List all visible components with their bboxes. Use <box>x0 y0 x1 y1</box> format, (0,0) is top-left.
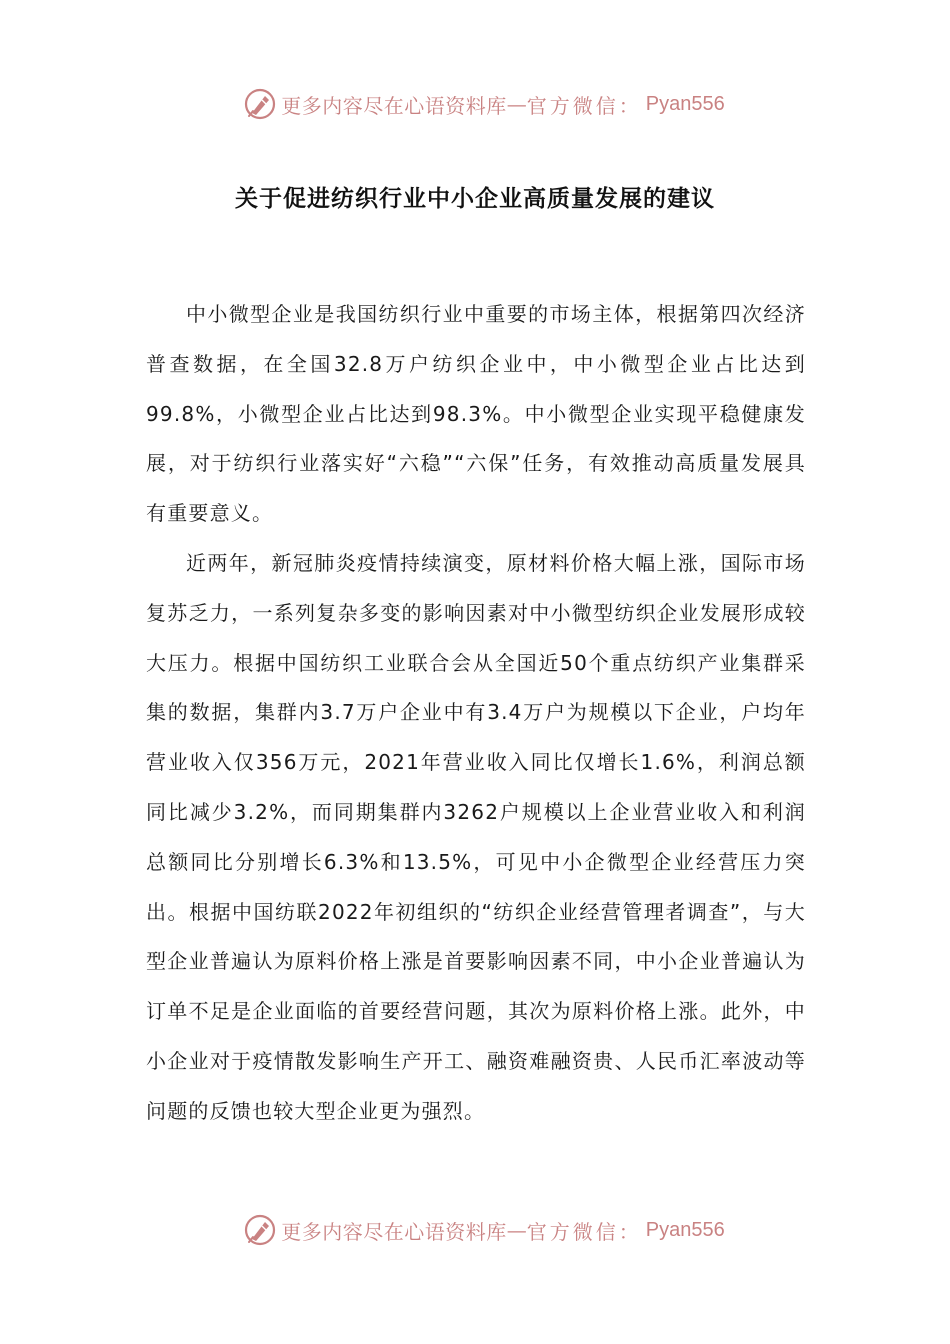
watermark-group <box>225 87 724 121</box>
watermark-wechat-id: Pyan556 <box>645 92 725 115</box>
watermark-wechat-id: Pyan556 <box>645 1218 725 1241</box>
pen-nib-logo-icon <box>243 1213 277 1247</box>
watermark-group <box>225 1213 724 1247</box>
paragraph-2: 近两年，新冠肺炎疫情持续演变，原材料价格大幅上涨，国际市场复苏乏力，一系列复杂多变的影响因素对中小微型纺织企业发展形成较大压力。根据中国纺织工业联合会从全国近50个重点纺织产业集群采集的数据，集群内3.7万户企业中有3.4万户为规模以下企业，户均年营业收入仅356万元，2021年营业收入同比仅增长1.6%，利润总额同比减少3.2%，而同期集群内3262户规模以上企业营业收入和利润总额同比分别增长6.3%和13.5%，可见中小企微型企业经营压力突出。根据中国纺联2022年初组织的“纺织企业经营管理者调查”，与大型企业普遍认为原料价格上涨是首要影响因素不同，中小企业普遍认为订单不足是企业面临的首要经营问题，其次为原料价格上涨。此外，中小企业对于疫情散发影响生产开工、融资难融资贵、人民币汇率波动等问题的反馈也较大型企业更为强烈。 <box>146 550 806 1123</box>
watermark-separator: — <box>506 92 527 116</box>
document-title: 关于促进纺织行业中小企业高质量发展的建议 <box>235 186 715 212</box>
watermark-text: 更多内容尽在心语资料库 <box>281 1219 507 1244</box>
watermark-wechat-label: 官方微信： <box>526 93 642 118</box>
pen-nib-logo-icon <box>243 87 277 121</box>
watermark-text: 更多内容尽在心语资料库 <box>281 93 507 118</box>
header-watermark <box>0 84 950 124</box>
watermark-separator: — <box>506 1218 527 1242</box>
watermark-wechat-label: 官方微信： <box>526 1219 642 1244</box>
footer-watermark <box>0 1210 950 1250</box>
paragraph-1: 中小微型企业是我国纺织行业中重要的市场主体，根据第四次经济普查数据，在全国32.8万户纺织企业中，中小微型企业占比达到99.8%，小微型企业占比达到98.3%。中小微型企业实现平稳健康发展，对于纺织行业落实好“六稳”“六保”任务，有效推动高质量发展具有重要意义。 <box>146 302 806 526</box>
document-body <box>146 290 806 1137</box>
